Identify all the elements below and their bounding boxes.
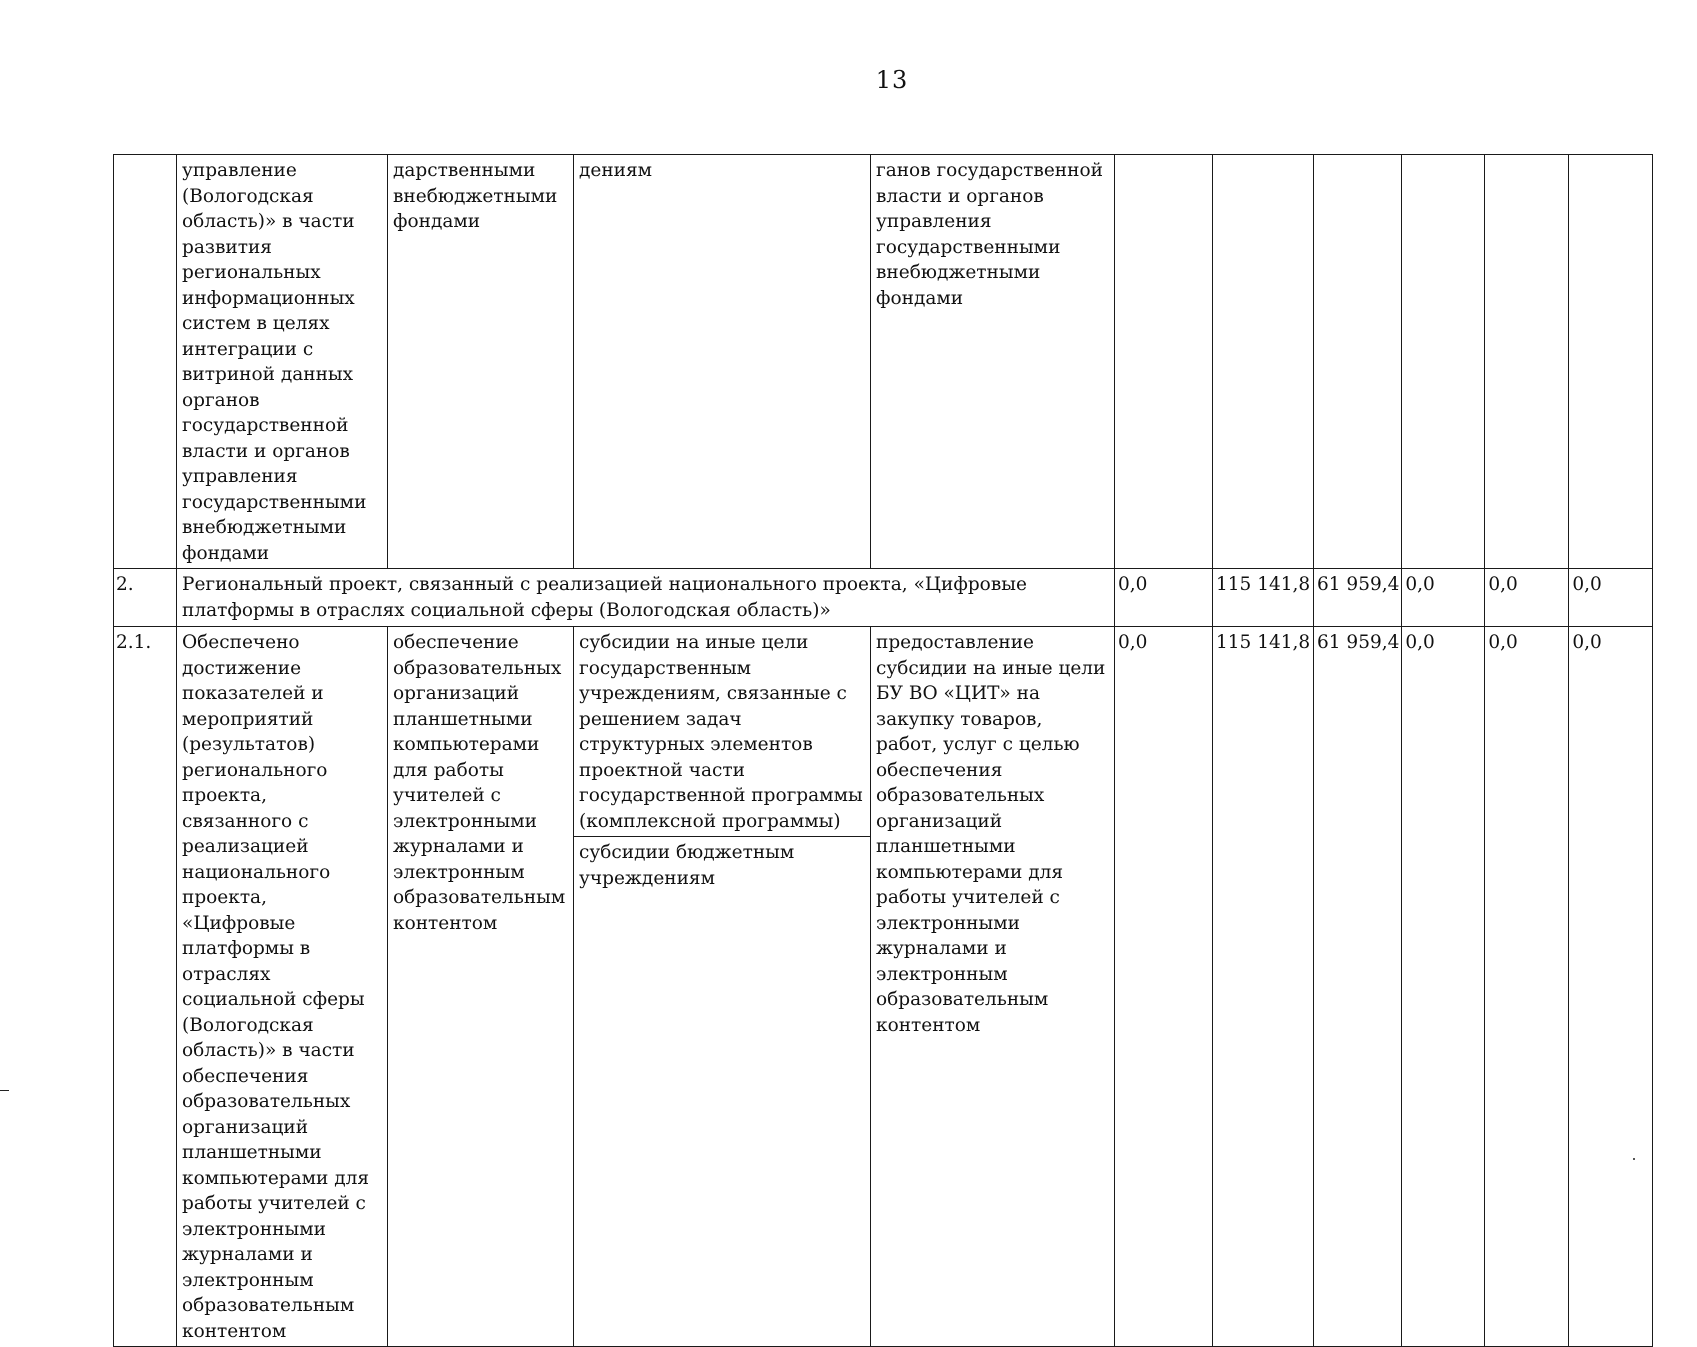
scan-dot (1633, 1158, 1635, 1160)
table-row-continuation (114, 155, 1653, 569)
result-cell: Обеспечено достижение показателей и мероприятий (результатов) регионального проекта, связанного с реализацией национального проекта, «Цифровые платформы в отраслях социальной сферы (Вологодская область)» в части обеспечения образовательных организаций планшетными компьютерами для работы учителей с электронными журналами и электронным образовательным контентом (177, 627, 388, 1347)
payment-type-secondary: субсидии бюджетным учреждениям (574, 836, 870, 893)
value-cell: 61 959,4 (1314, 569, 1402, 627)
value-cell: 0,0 (1115, 569, 1213, 627)
value-cell (1314, 155, 1402, 569)
task-cell: обеспечение образовательных организаций планшетными компьютерами для работы учителей с электронными журналами и электронным образовательным контентом (388, 627, 574, 1347)
value-cell: 115 141,8 (1213, 627, 1314, 1347)
value-cell (1485, 155, 1569, 569)
value-cell: 0,0 (1115, 627, 1213, 1347)
value-cell: 115 141,8 (1213, 569, 1314, 627)
table-row-item (114, 627, 1653, 1347)
value-cell: 0,0 (1485, 627, 1569, 1347)
value-cell (1402, 155, 1485, 569)
value-cell: 0,0 (1485, 569, 1569, 627)
value-cell (1115, 155, 1213, 569)
row-number: 2. (114, 569, 177, 627)
page-number: 13 (875, 66, 909, 94)
value-cell: 61 959,4 (1314, 627, 1402, 1347)
row-number (114, 155, 177, 569)
value-cell (1569, 155, 1653, 569)
value-cell: 0,0 (1569, 627, 1653, 1347)
payment-type-cell (574, 627, 871, 1347)
row-number: 2.1. (114, 627, 177, 1347)
project-title-cell: Региональный проект, связанный с реализацией национального проекта, «Цифровые платформы в отраслях социальной сферы (Вологодская область)» (177, 569, 1115, 627)
value-cell: 0,0 (1569, 569, 1653, 627)
value-cell: 0,0 (1402, 627, 1485, 1347)
margin-mark (0, 1090, 9, 1091)
value-cell (1213, 155, 1314, 569)
description-cell: ганов государственной власти и органов управления государственными внебюджетными фондами (871, 155, 1115, 569)
payment-type-primary: субсидии на иные цели государственным учреждениям, связанные с решением задач структурных элементов проектной части государственной программы (комплексной программы) (579, 632, 863, 832)
table-row-project (114, 569, 1653, 627)
description-cell: предоставление субсидии на иные цели БУ ВО «ЦИТ» на закупку товаров, работ, услуг с целью обеспечения образовательных организаций планшетными компьютерами для работы учителей с электронными журналами и электронным образовательным контентом (871, 627, 1115, 1347)
value-cell: 0,0 (1402, 569, 1485, 627)
result-cell: управление (Вологодская область)» в части развития региональных информационных систем в целях интеграции с витриной данных органов государственной власти и органов управления государственными внебюджетными фондами (177, 155, 388, 569)
payment-type-cell: дениям (574, 155, 871, 569)
budget-table (113, 154, 1653, 1347)
task-cell: дарственными внебюджетными фондами (388, 155, 574, 569)
